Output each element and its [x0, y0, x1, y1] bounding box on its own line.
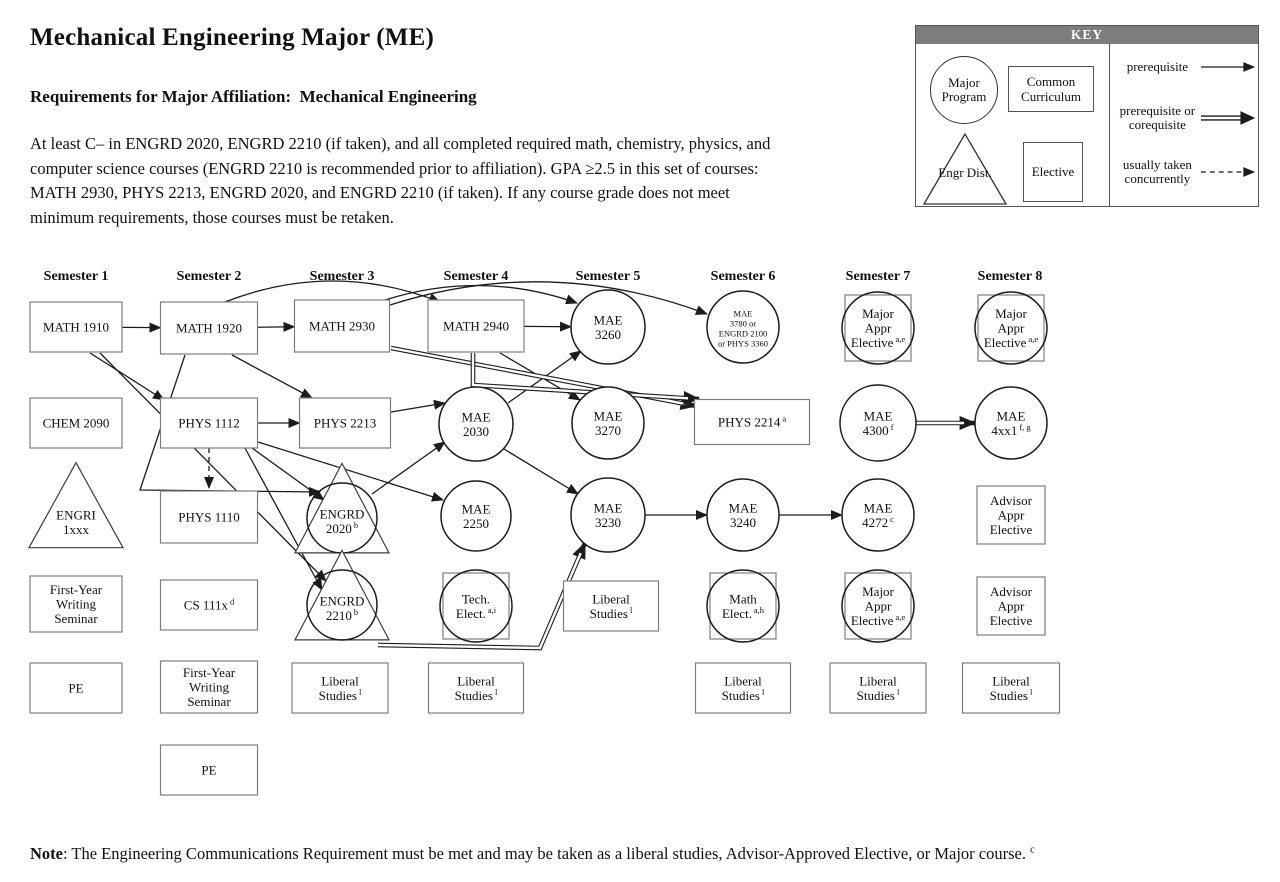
node-label-fws1: First-Year Writing Seminar — [49, 582, 103, 626]
key-prerequisite-row — [1116, 60, 1256, 74]
node-label-mae4272: MAE 4272 $^c$ — [862, 500, 894, 530]
node-mae2250 — [441, 481, 511, 551]
node-phys2214 — [695, 400, 810, 445]
paragraph-line: minimum requirements, those courses must be retaken. — [30, 207, 394, 227]
edge-math1920-phys2213 — [232, 355, 312, 398]
node-label-phys1112: PHYS 1112 — [178, 415, 240, 431]
node-label-phys2214: PHYS 2214 $^a$ — [717, 413, 787, 430]
page-title: Mechanical Engineering Major (ME) — [30, 24, 434, 51]
nodes-layer — [29, 290, 1060, 795]
node-mathel — [707, 570, 779, 642]
node-label-mae4300: MAE 4300 $^f$ — [862, 408, 894, 438]
node-label-mae2030: MAE 2030 — [461, 409, 491, 439]
node-mae3780 — [707, 291, 779, 363]
node-label-engrd2210: ENGRD 2210 $^b$ — [319, 593, 365, 623]
node-label-mae3270: MAE 3270 — [593, 408, 623, 438]
key-engr-dist-label: Engr Dist. — [938, 165, 992, 180]
node-label-math1920: MATH 1920 — [175, 320, 243, 336]
semester-label: Semester 2 — [176, 269, 242, 284]
prerequisite-arrow-icon — [1201, 60, 1256, 74]
key-common-curriculum-rect: Common Curriculum — [1008, 66, 1094, 112]
node-label-phys2213: PHYS 2213 — [313, 415, 377, 431]
node-math2940 — [428, 300, 524, 352]
key-concurrent-row — [1116, 158, 1256, 186]
node-engrd2020 — [295, 463, 389, 553]
node-label-libst8: Liberal Studies $^l$ — [989, 673, 1033, 703]
key-divider — [1109, 44, 1110, 206]
node-label-libst4: Liberal Studies $^l$ — [454, 673, 498, 703]
node-mae3270 — [572, 387, 644, 459]
affiliation-requirements-paragraph — [30, 132, 770, 230]
node-label-engri1xxx: ENGRI 1xxx — [56, 507, 96, 537]
node-chem2090 — [30, 398, 122, 448]
key-major-program-circle: Major Program — [930, 56, 998, 124]
node-libst5 — [564, 581, 659, 631]
node-fws2 — [161, 661, 258, 713]
note-text: : The Engineering Communications Requirement must be met and may be taken as a liberal studies, Advisor-Approved Elective, or Major course. — [62, 844, 1026, 863]
semester-label: Semester 3 — [309, 269, 375, 284]
node-math1910 — [30, 302, 122, 352]
key-concurrent-label: usually taken concurrently — [1122, 157, 1192, 186]
edge-phys2213-mae2030 — [391, 403, 445, 412]
node-label-techel: Tech. Elect. $^{a,i}$ — [455, 591, 497, 621]
node-label-mae3260: MAE 3260 — [593, 312, 623, 342]
edge-math1910-phys1112 — [90, 353, 164, 400]
node-mae3240 — [707, 479, 779, 551]
node-cs111x — [161, 580, 258, 630]
semester-label: Semester 4 — [443, 269, 509, 284]
node-label-engrd2020: ENGRD 2020 $^b$ — [319, 506, 365, 536]
semester-label: Semester 1 — [43, 269, 109, 284]
node-label-libst5: Liberal Studies $^l$ — [589, 591, 633, 621]
node-label-pe2: PE — [201, 762, 217, 778]
node-majel7b — [842, 570, 914, 642]
node-label-mae3780: MAE 3780 or ENGRD 2100 or PHYS 3360 — [717, 308, 769, 349]
node-label-mathel: Math Elect. $^{a,h}$ — [721, 591, 765, 621]
node-math1920 — [161, 302, 258, 354]
affiliation-subtitle: Requirements for Major Affiliation: Mechanical Engineering — [30, 87, 477, 106]
node-techel — [440, 570, 512, 642]
key-elective-rect: Elective — [1023, 142, 1083, 202]
edge-math1920-math2930 — [258, 327, 295, 328]
note-label: Note — [30, 844, 63, 863]
node-advel8b — [977, 577, 1045, 635]
node-label-cs111x: CS 111x $^d$ — [183, 596, 235, 613]
node-label-mae2250: MAE 2250 — [461, 501, 491, 531]
edge-math2940-phys2214 — [473, 353, 699, 399]
paragraph-line: computer science courses (ENGRD 2210 is recommended prior to affiliation). GPA ≥2.5 in this set of courses: — [30, 158, 759, 178]
node-label-advel8b: Advisor Appr Elective — [989, 584, 1033, 628]
node-engri1xxx — [29, 463, 123, 548]
node-fws1 — [30, 576, 122, 632]
node-label-math1910: MATH 1910 — [42, 319, 110, 335]
paragraph-line: MATH 2930, PHYS 2213, ENGRD 2020, and ENGRD 2210 (if taken). If any course grade does not meet — [30, 183, 730, 202]
node-mae4xx1 — [975, 387, 1047, 459]
node-phys2213 — [300, 398, 391, 448]
usually-taken-concurrently-arrow-icon — [1201, 165, 1256, 179]
semester-label: Semester 6 — [710, 269, 776, 284]
semester-label: Semester 8 — [977, 269, 1043, 284]
node-mae4300 — [840, 385, 916, 461]
node-majel8 — [975, 292, 1047, 364]
node-label-mae3240: MAE 3240 — [728, 500, 758, 530]
node-pe1 — [30, 663, 122, 713]
node-label-libst3: Liberal Studies $^l$ — [318, 673, 362, 703]
node-label-math2930: MATH 2930 — [308, 318, 376, 334]
edge-engrd2020-mae2030 — [372, 442, 445, 494]
node-label-mae4xx1: MAE 4xx1 $^{f, g}$ — [991, 408, 1031, 438]
node-label-pe1: PE — [68, 680, 84, 696]
node-label-advel8a: Advisor Appr Elective — [989, 493, 1033, 537]
node-mae3260 — [571, 290, 645, 364]
key-legend — [915, 25, 1259, 207]
node-mae3230 — [571, 478, 645, 552]
node-label-fws2: First-Year Writing Seminar — [182, 665, 236, 709]
node-libst6 — [696, 663, 791, 713]
node-label-majel7a: Major Appr Elective $^{a,e}$ — [850, 306, 906, 350]
node-libst4 — [429, 663, 524, 713]
node-label-math2940: MATH 2940 — [442, 318, 510, 334]
node-libst7 — [830, 663, 926, 713]
node-label-phys1110: PHYS 1110 — [178, 509, 240, 525]
key-coreq-label: prerequisite or corequisite — [1119, 103, 1196, 132]
node-label-majel8: Major Appr Elective $^{a,e}$ — [983, 306, 1039, 350]
prerequisite-or-corequisite-arrow-icon — [1201, 110, 1256, 126]
node-label-chem2090: CHEM 2090 — [42, 415, 110, 431]
node-libst3 — [292, 663, 388, 713]
node-math2930 — [295, 300, 390, 352]
node-phys1110 — [161, 491, 258, 543]
node-label-mae3230: MAE 3230 — [593, 500, 623, 530]
node-phys1112 — [161, 398, 258, 448]
key-prerequisite-label: prerequisite — [1126, 59, 1189, 74]
paragraph-line: At least C– in ENGRD 2020, ENGRD 2210 (if taken), and all completed required math, chemistry, physics, and — [30, 134, 771, 153]
key-title: KEY — [916, 26, 1258, 44]
node-label-libst7: Liberal Studies $^l$ — [856, 673, 900, 703]
node-libst8 — [963, 663, 1060, 713]
node-advel8a — [977, 486, 1045, 544]
edge-math1920-math2940 — [225, 281, 440, 302]
node-pe2 — [161, 745, 258, 795]
node-mae4272 — [842, 479, 914, 551]
edge-mae2030-mae3230 — [504, 449, 578, 494]
node-label-majel7b: Major Appr Elective $^{a,e}$ — [850, 584, 906, 628]
node-mae2030 — [439, 387, 513, 461]
bottom-note — [30, 844, 1035, 864]
semester-label: Semester 7 — [845, 269, 911, 284]
note-superscript: c — [1030, 844, 1035, 856]
node-majel7a — [842, 292, 914, 364]
node-label-libst6: Liberal Studies $^l$ — [721, 673, 765, 703]
semester-label: Semester 5 — [575, 269, 641, 284]
key-coreq-row — [1116, 104, 1256, 132]
